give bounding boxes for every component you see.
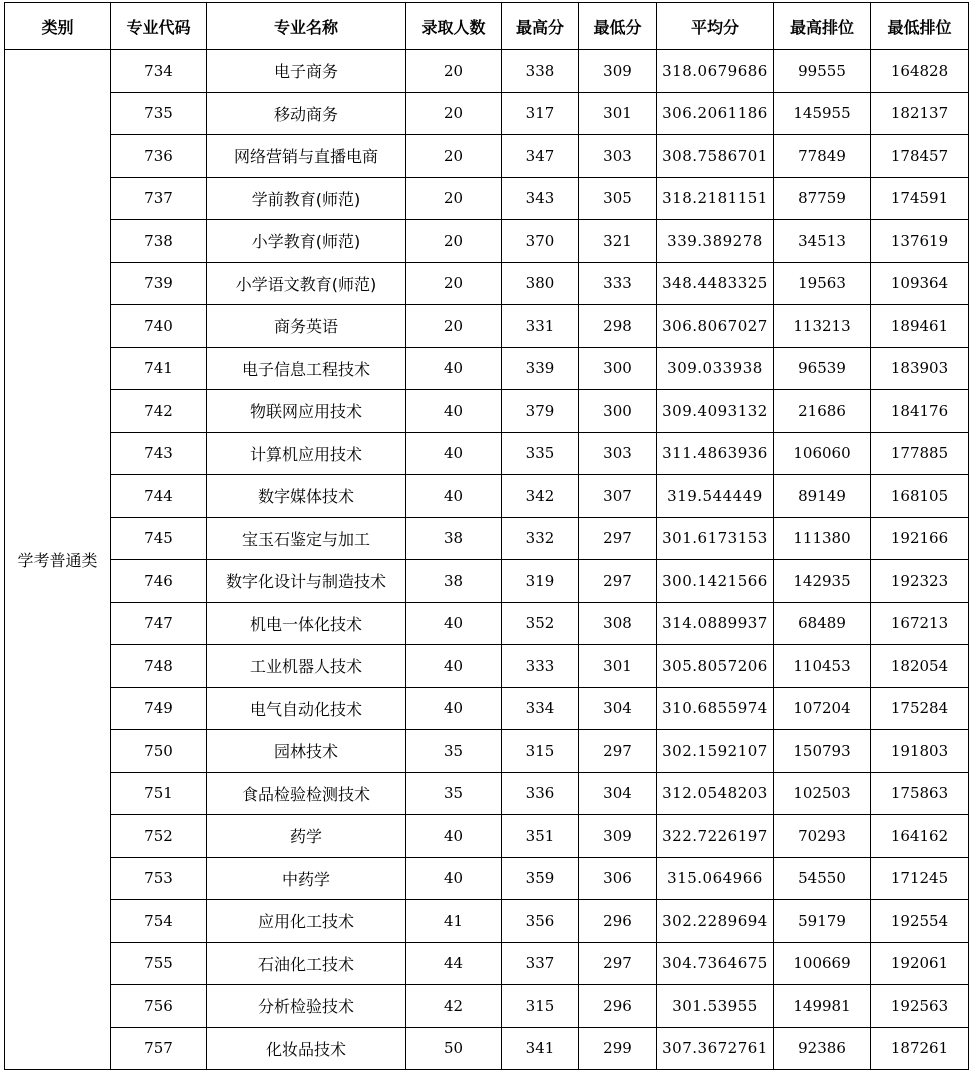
- table-row: [5, 560, 969, 603]
- major-code-cell: 745: [111, 517, 207, 560]
- major-code-cell: 743: [111, 432, 207, 475]
- major-name-cell: 数字媒体技术: [207, 475, 406, 518]
- max-rank-cell: 89149: [774, 475, 871, 518]
- min-rank-cell: 137619: [871, 220, 969, 263]
- admitted-count-cell: 40: [406, 390, 502, 433]
- major-name-cell: 分析检验技术: [207, 985, 406, 1028]
- table-row: [5, 1027, 969, 1070]
- major-name-cell: 应用化工技术: [207, 900, 406, 943]
- min-rank-cell: 175284: [871, 687, 969, 730]
- max-score-cell: 379: [502, 390, 579, 433]
- major-code-cell: 739: [111, 262, 207, 305]
- max-score-cell: 315: [502, 985, 579, 1028]
- table-row: [5, 687, 969, 730]
- min-score-cell: 303: [579, 135, 657, 178]
- major-code-cell: 749: [111, 687, 207, 730]
- table-row: [5, 432, 969, 475]
- header-category: 类别: [5, 3, 111, 50]
- min-rank-cell: 109364: [871, 262, 969, 305]
- admitted-count-cell: 35: [406, 772, 502, 815]
- min-rank-cell: 192554: [871, 900, 969, 943]
- min-score-cell: 301: [579, 645, 657, 688]
- major-name-cell: 中药学: [207, 857, 406, 900]
- table-row: [5, 92, 969, 135]
- major-code-cell: 750: [111, 730, 207, 773]
- avg-score-cell: 311.4863936: [657, 432, 774, 475]
- category-cell: 学考普通类: [5, 50, 111, 1070]
- min-score-cell: 305: [579, 177, 657, 220]
- min-score-cell: 304: [579, 772, 657, 815]
- major-name-cell: 机电一体化技术: [207, 602, 406, 645]
- avg-score-cell: 305.8057206: [657, 645, 774, 688]
- header-major-name: 专业名称: [207, 3, 406, 50]
- max-rank-cell: 21686: [774, 390, 871, 433]
- admitted-count-cell: 20: [406, 50, 502, 93]
- avg-score-cell: 314.0889937: [657, 602, 774, 645]
- table-row: [5, 857, 969, 900]
- admitted-count-cell: 20: [406, 92, 502, 135]
- min-score-cell: 297: [579, 942, 657, 985]
- max-rank-cell: 99555: [774, 50, 871, 93]
- min-score-cell: 301: [579, 92, 657, 135]
- admitted-count-cell: 40: [406, 687, 502, 730]
- max-score-cell: 336: [502, 772, 579, 815]
- max-score-cell: 335: [502, 432, 579, 475]
- min-rank-cell: 164828: [871, 50, 969, 93]
- admitted-count-cell: 50: [406, 1027, 502, 1070]
- table-row: [5, 305, 969, 348]
- max-rank-cell: 54550: [774, 857, 871, 900]
- major-code-cell: 741: [111, 347, 207, 390]
- min-rank-cell: 177885: [871, 432, 969, 475]
- max-score-cell: 370: [502, 220, 579, 263]
- min-score-cell: 321: [579, 220, 657, 263]
- major-code-cell: 752: [111, 815, 207, 858]
- min-score-cell: 309: [579, 50, 657, 93]
- admitted-count-cell: 40: [406, 857, 502, 900]
- table-row: [5, 602, 969, 645]
- table-row: [5, 645, 969, 688]
- min-score-cell: 308: [579, 602, 657, 645]
- min-rank-cell: 191803: [871, 730, 969, 773]
- table-row: [5, 942, 969, 985]
- major-code-cell: 734: [111, 50, 207, 93]
- min-score-cell: 296: [579, 900, 657, 943]
- table-row: [5, 390, 969, 433]
- major-name-cell: 网络营销与直播电商: [207, 135, 406, 178]
- max-rank-cell: 107204: [774, 687, 871, 730]
- major-name-cell: 商务英语: [207, 305, 406, 348]
- min-rank-cell: 184176: [871, 390, 969, 433]
- major-code-cell: 748: [111, 645, 207, 688]
- avg-score-cell: 307.3672761: [657, 1027, 774, 1070]
- table-row: [5, 262, 969, 305]
- admitted-count-cell: 40: [406, 645, 502, 688]
- min-rank-cell: 187261: [871, 1027, 969, 1070]
- min-score-cell: 333: [579, 262, 657, 305]
- max-rank-cell: 19563: [774, 262, 871, 305]
- min-rank-cell: 183903: [871, 347, 969, 390]
- min-rank-cell: 182054: [871, 645, 969, 688]
- max-score-cell: 351: [502, 815, 579, 858]
- header-max-score: 最高分: [502, 3, 579, 50]
- major-name-cell: 宝玉石鉴定与加工: [207, 517, 406, 560]
- admitted-count-cell: 20: [406, 220, 502, 263]
- max-score-cell: 339: [502, 347, 579, 390]
- table-row: [5, 517, 969, 560]
- admitted-count-cell: 20: [406, 135, 502, 178]
- min-score-cell: 307: [579, 475, 657, 518]
- max-rank-cell: 77849: [774, 135, 871, 178]
- max-score-cell: 334: [502, 687, 579, 730]
- major-code-cell: 756: [111, 985, 207, 1028]
- major-name-cell: 数字化设计与制造技术: [207, 560, 406, 603]
- min-score-cell: 304: [579, 687, 657, 730]
- admitted-count-cell: 42: [406, 985, 502, 1028]
- min-rank-cell: 182137: [871, 92, 969, 135]
- max-score-cell: 332: [502, 517, 579, 560]
- admitted-count-cell: 40: [406, 475, 502, 518]
- max-score-cell: 333: [502, 645, 579, 688]
- table-row: [5, 815, 969, 858]
- major-name-cell: 化妆品技术: [207, 1027, 406, 1070]
- min-rank-cell: 192166: [871, 517, 969, 560]
- max-score-cell: 341: [502, 1027, 579, 1070]
- max-rank-cell: 87759: [774, 177, 871, 220]
- admission-scores-table: [4, 2, 969, 1070]
- max-rank-cell: 142935: [774, 560, 871, 603]
- max-rank-cell: 68489: [774, 602, 871, 645]
- header-min-score: 最低分: [579, 3, 657, 50]
- max-rank-cell: 150793: [774, 730, 871, 773]
- min-score-cell: 300: [579, 390, 657, 433]
- major-name-cell: 工业机器人技术: [207, 645, 406, 688]
- min-score-cell: 298: [579, 305, 657, 348]
- min-rank-cell: 192323: [871, 560, 969, 603]
- max-rank-cell: 70293: [774, 815, 871, 858]
- admitted-count-cell: 38: [406, 517, 502, 560]
- max-score-cell: 319: [502, 560, 579, 603]
- major-name-cell: 计算机应用技术: [207, 432, 406, 475]
- header-max-rank: 最高排位: [774, 3, 871, 50]
- max-score-cell: 331: [502, 305, 579, 348]
- table-row: [5, 50, 969, 93]
- min-rank-cell: 168105: [871, 475, 969, 518]
- avg-score-cell: 315.064966: [657, 857, 774, 900]
- major-name-cell: 石油化工技术: [207, 942, 406, 985]
- max-rank-cell: 102503: [774, 772, 871, 815]
- major-code-cell: 740: [111, 305, 207, 348]
- max-score-cell: 338: [502, 50, 579, 93]
- min-score-cell: 299: [579, 1027, 657, 1070]
- major-code-cell: 737: [111, 177, 207, 220]
- major-code-cell: 738: [111, 220, 207, 263]
- max-rank-cell: 59179: [774, 900, 871, 943]
- max-rank-cell: 92386: [774, 1027, 871, 1070]
- major-code-cell: 744: [111, 475, 207, 518]
- avg-score-cell: 318.0679686: [657, 50, 774, 93]
- min-rank-cell: 178457: [871, 135, 969, 178]
- admitted-count-cell: 44: [406, 942, 502, 985]
- table-body: [5, 50, 969, 1070]
- min-score-cell: 297: [579, 560, 657, 603]
- avg-score-cell: 322.7226197: [657, 815, 774, 858]
- avg-score-cell: 309.4093132: [657, 390, 774, 433]
- avg-score-cell: 301.6173153: [657, 517, 774, 560]
- major-name-cell: 药学: [207, 815, 406, 858]
- min-score-cell: 300: [579, 347, 657, 390]
- major-code-cell: 735: [111, 92, 207, 135]
- min-rank-cell: 189461: [871, 305, 969, 348]
- major-name-cell: 学前教育(师范): [207, 177, 406, 220]
- min-score-cell: 296: [579, 985, 657, 1028]
- table-row: [5, 177, 969, 220]
- header-avg-score: 平均分: [657, 3, 774, 50]
- admitted-count-cell: 20: [406, 305, 502, 348]
- major-code-cell: 746: [111, 560, 207, 603]
- min-score-cell: 297: [579, 730, 657, 773]
- max-score-cell: 380: [502, 262, 579, 305]
- min-score-cell: 297: [579, 517, 657, 560]
- header-row: [5, 3, 969, 50]
- major-code-cell: 755: [111, 942, 207, 985]
- min-rank-cell: 167213: [871, 602, 969, 645]
- table-row: [5, 730, 969, 773]
- avg-score-cell: 306.2061186: [657, 92, 774, 135]
- admitted-count-cell: 20: [406, 262, 502, 305]
- table-row: [5, 985, 969, 1028]
- min-rank-cell: 171245: [871, 857, 969, 900]
- max-rank-cell: 100669: [774, 942, 871, 985]
- table-row: [5, 347, 969, 390]
- admitted-count-cell: 40: [406, 347, 502, 390]
- avg-score-cell: 306.8067027: [657, 305, 774, 348]
- table-row: [5, 220, 969, 263]
- max-score-cell: 359: [502, 857, 579, 900]
- avg-score-cell: 301.53955: [657, 985, 774, 1028]
- major-name-cell: 小学教育(师范): [207, 220, 406, 263]
- max-score-cell: 352: [502, 602, 579, 645]
- avg-score-cell: 339.389278: [657, 220, 774, 263]
- min-rank-cell: 174591: [871, 177, 969, 220]
- max-rank-cell: 111380: [774, 517, 871, 560]
- max-rank-cell: 106060: [774, 432, 871, 475]
- header-min-rank: 最低排位: [871, 3, 969, 50]
- table-row: [5, 900, 969, 943]
- max-score-cell: 347: [502, 135, 579, 178]
- major-name-cell: 移动商务: [207, 92, 406, 135]
- avg-score-cell: 310.6855974: [657, 687, 774, 730]
- admitted-count-cell: 40: [406, 602, 502, 645]
- max-rank-cell: 34513: [774, 220, 871, 263]
- avg-score-cell: 302.1592107: [657, 730, 774, 773]
- min-rank-cell: 164162: [871, 815, 969, 858]
- min-rank-cell: 175863: [871, 772, 969, 815]
- major-name-cell: 电子信息工程技术: [207, 347, 406, 390]
- avg-score-cell: 318.2181151: [657, 177, 774, 220]
- min-score-cell: 306: [579, 857, 657, 900]
- admitted-count-cell: 20: [406, 177, 502, 220]
- min-score-cell: 303: [579, 432, 657, 475]
- major-code-cell: 753: [111, 857, 207, 900]
- max-score-cell: 337: [502, 942, 579, 985]
- avg-score-cell: 308.7586701: [657, 135, 774, 178]
- admitted-count-cell: 41: [406, 900, 502, 943]
- avg-score-cell: 300.1421566: [657, 560, 774, 603]
- avg-score-cell: 312.0548203: [657, 772, 774, 815]
- major-code-cell: 757: [111, 1027, 207, 1070]
- major-code-cell: 747: [111, 602, 207, 645]
- major-code-cell: 751: [111, 772, 207, 815]
- avg-score-cell: 304.7364675: [657, 942, 774, 985]
- table-row: [5, 135, 969, 178]
- major-name-cell: 食品检验检测技术: [207, 772, 406, 815]
- major-name-cell: 园林技术: [207, 730, 406, 773]
- major-code-cell: 754: [111, 900, 207, 943]
- min-rank-cell: 192563: [871, 985, 969, 1028]
- header-admitted-count: 录取人数: [406, 3, 502, 50]
- max-rank-cell: 96539: [774, 347, 871, 390]
- avg-score-cell: 302.2289694: [657, 900, 774, 943]
- max-score-cell: 356: [502, 900, 579, 943]
- max-rank-cell: 149981: [774, 985, 871, 1028]
- admitted-count-cell: 38: [406, 560, 502, 603]
- admitted-count-cell: 40: [406, 432, 502, 475]
- header-major-code: 专业代码: [111, 3, 207, 50]
- max-score-cell: 343: [502, 177, 579, 220]
- admitted-count-cell: 35: [406, 730, 502, 773]
- min-rank-cell: 192061: [871, 942, 969, 985]
- min-score-cell: 309: [579, 815, 657, 858]
- avg-score-cell: 319.544449: [657, 475, 774, 518]
- admitted-count-cell: 40: [406, 815, 502, 858]
- major-name-cell: 电子商务: [207, 50, 406, 93]
- major-code-cell: 742: [111, 390, 207, 433]
- max-rank-cell: 110453: [774, 645, 871, 688]
- max-score-cell: 342: [502, 475, 579, 518]
- major-name-cell: 小学语文教育(师范): [207, 262, 406, 305]
- table-row: [5, 772, 969, 815]
- avg-score-cell: 348.4483325: [657, 262, 774, 305]
- max-rank-cell: 145955: [774, 92, 871, 135]
- major-code-cell: 736: [111, 135, 207, 178]
- max-score-cell: 315: [502, 730, 579, 773]
- table-row: [5, 475, 969, 518]
- max-rank-cell: 113213: [774, 305, 871, 348]
- major-name-cell: 电气自动化技术: [207, 687, 406, 730]
- major-name-cell: 物联网应用技术: [207, 390, 406, 433]
- max-score-cell: 317: [502, 92, 579, 135]
- avg-score-cell: 309.033938: [657, 347, 774, 390]
